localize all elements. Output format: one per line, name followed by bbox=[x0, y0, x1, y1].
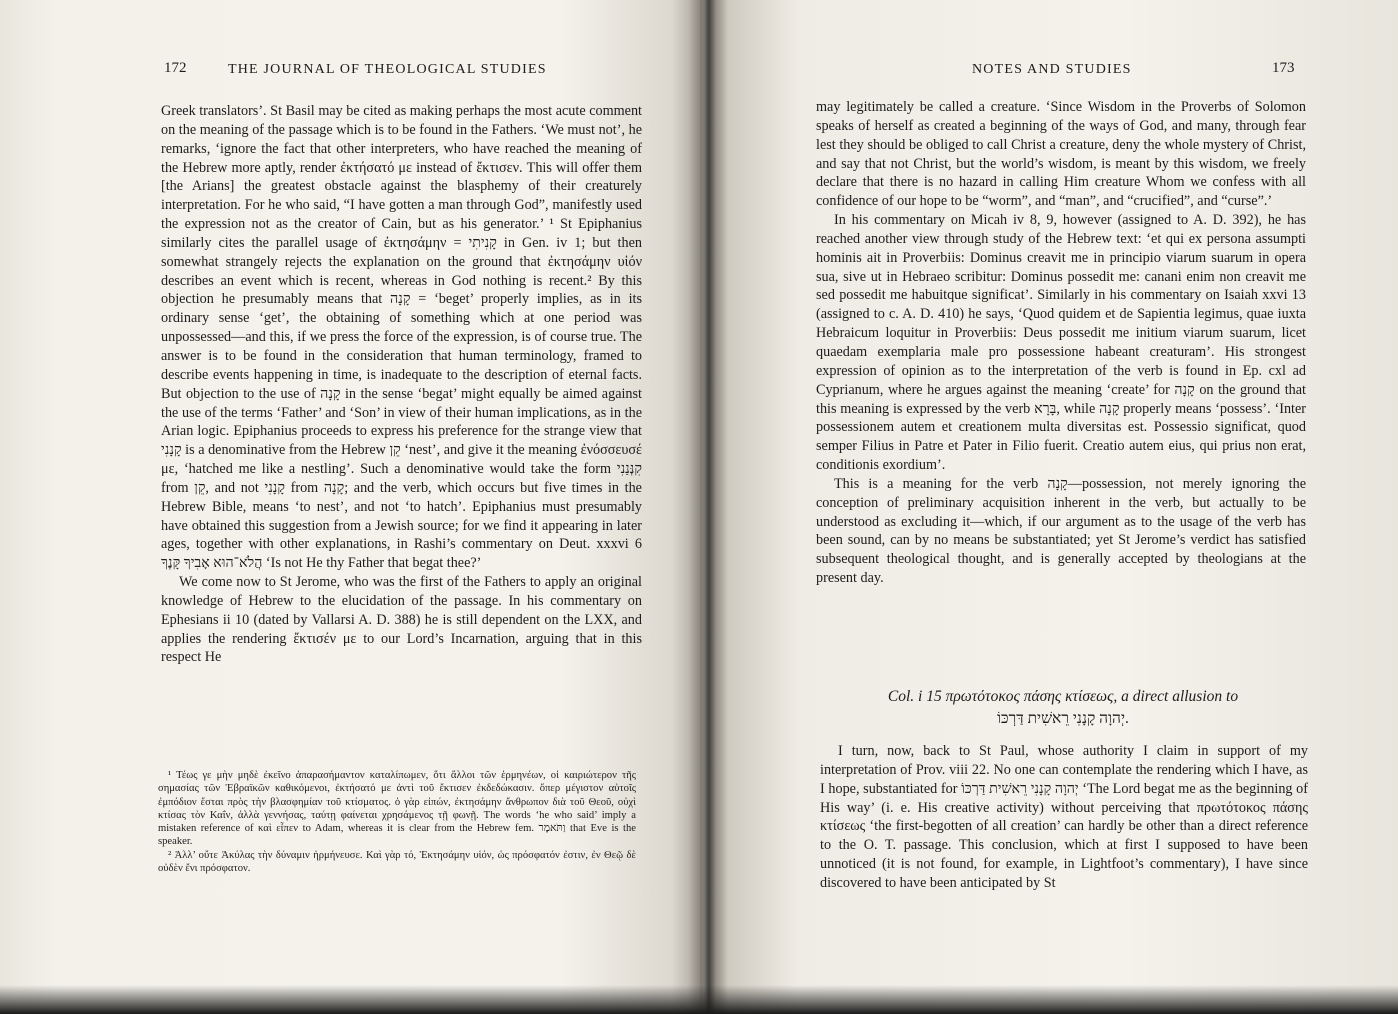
left-body bbox=[161, 102, 642, 667]
right-paragraph-4: I turn, now, back to St Paul, whose authority I claim in support of my interpretation of Prov. viii 22. No one can contemplate the rendering which I have, as I hope, substantiated for יְהוָה קָנָנִי רֵאשִׁית דַּרְכּוֹ ‘The Lord begat me as the beginning of His way’ (i. e. His creative activity) without perceiving that πρωτότοκος πάσης κτίσεως ‘the first-begotten of all creation’ can hardly be other than a direct reference to the O. T. passage. This conclusion, which at first I supposed to have been unnoticed (it is not found, for example, in Lightfoot’s commentary), I have since discovered to have been anticipated by St bbox=[820, 743, 1308, 891]
book-gutter bbox=[688, 0, 728, 1014]
page-number-left: 172 bbox=[164, 60, 187, 76]
running-head-left: THE JOURNAL OF THEOLOGICAL STUDIES bbox=[228, 62, 547, 77]
running-head-right: NOTES AND STUDIES bbox=[972, 62, 1132, 77]
right-body-bottom bbox=[820, 742, 1308, 893]
section-heading-line-2: יְהוָה קָנָנִי רֵאשִׁית דַּרְכּוֹ. bbox=[997, 710, 1129, 727]
right-paragraph-2: In his commentary on Micah iv 8, 9, however (assigned to A. D. 392), he has reached another view through study of the Hebrew text: ‘et qui ex persona assumpti hominis ait in Proverbiis: Dominus creavit me in principio viarum suarum in opera sua, sive ut in Hebraeo scribitur: Dominus possedit me: canani enim non creavit me sed possedit me habuitque significat’. Similarly in his commentary on Isaiah xxvi 13 (assigned to c. A. D. 410) he says, ‘Quod quidem et de Sapientia legimus, quae iuxta Hebraicum loquitur in Proverbiis: Deus possedit me initium viarum suarum, licet quaedam exemplaria male pro possessione habeant creaturam’. His strongest expression of opinion as to the interpretation of the verb is found in Ep. cxl ad Cyprianum, where he argues against the meaning ‘create’ for קָנָה on the ground that this meaning is expressed by the verb בָּרָא, while קָנָה properly means ‘possess’. ‘Inter possessionem autem et creationem multa diversitas est. Possessio significat, quod semper Filius in Patre et Pater in Filio fuerit. Creatio autem eius, qui prius non erat, conditionis exordium’. bbox=[816, 212, 1306, 474]
page-number-right: 173 bbox=[1272, 60, 1295, 76]
right-page bbox=[700, 0, 1398, 1014]
footnote-2: ² Ἀλλ’ οὔτε Ἀκύλας τὴν δύναμιν ἡρμήνευσε. Καὶ γὰρ τό, Ἐκτησάμην υἱόν, ὡς πρόσφατόν ἐστιν, ἐν Θεῷ δὲ οὐδὲν ἔνι πρόσφατον. bbox=[158, 849, 636, 875]
footnotes bbox=[158, 769, 636, 875]
scan-edge-shadow bbox=[0, 985, 1398, 1014]
left-paragraph-1: Greek translators’. St Basil may be cited as making perhaps the most acute comment on the meaning of the passage which is to be found in the Fathers. ‘We must not’, he remarks, ‘ignore the fact that other interpreters, who have reached the meaning of the Hebrew more aptly, render ἐκτήσατό με instead of ἔκτισεν. This will offer them [the Arians] the greatest obstacle against the blasphemy of their creaturely interpretation. For he who said, “I have gotten a man through God”, manifestly used the expression not as the creator of Cain, but as his generator.’ ¹ St Epiphanius similarly cites the parallel usage of ἐκτησάμην = קָנִיתִי in Gen. iv 1; but then somewhat strangely rejects the explanation on the ground that ἐκτησάμην υἱόν describes an event which is recent, whereas in God nothing is recent.² By this objection he presumably means that קָנָה = ‘beget’ properly implies, as in its ordinary sense ‘get’, the obtaining of something which at one period was unpossessed—and this, if we press the force of the expression, is of course true. The answer is to be found in the consideration that human terminology, framed to describe events happening in time, is inadequate to the description of eternal facts. But objection to the use of קָנָה in the sense ‘begat’ might equally be aimed against the use of the terms ‘Father’ and ‘Son’ in view of their human implications, as in the Arian logic. Epiphanius proceeds to express his preference for the strange view that קָנָנִי is a denominative from the Hebrew קֵן ‘nest’, and give it the meaning ἐνόσσευσέ με, ‘hatched me like a nestling’. Such a denominative would take the form קִנְּנַנִי from קֵן, and not קָנָנִי from קָנָה; and the verb, which occurs but five times in the Hebrew Bible, means ‘to nest’, and not ‘to hatch’. Epiphanius must presumably have obtained this suggestion from a Jewish source; for we find it appearing in later ages, together with other explanations, in Rashi’s commentary on Deut. xxxvi 6 הֲלֹא־הוּא אָבִיךָ קָּנֶךָ ‘Is not He thy Father that begat thee?’ bbox=[161, 103, 642, 572]
footnote-1: ¹ Τέως γε μὴν μηδὲ ἐκεῖνο ἀπαρασήμαντον καταλίπωμεν, ὅτι ἄλλοι τῶν ἑρμηνέων, οἱ καιριώτερον τῆς σημασίας τῶν Ἑβραϊκῶν καθικόμενοι, ἐκτήσατό με ἀντὶ τοῦ ἔκτισεν ἐκδεδώκασιν. ὅπερ μέγιστον αὐτοῖς ἐμπόδιον ἔσται πρὸς τὴν βλασφημίαν τοῦ κτίσματος. ὁ γὰρ εἰπών, ἐκτησάμην ἄνθρωπον διὰ τοῦ Θεοῦ, οὐχὶ κτίσας τὸν Καΐν, ἀλλὰ γεννήσας, ταύτῃ φαίνεται χρησάμενος τῇ φωνῇ. The words ‘he who said’ imply a mistaken reference of καὶ εἶπεν to Adam, whereas it is clear from the Hebrew fem. וַתֹּאמֶר that Eve is the speaker. bbox=[158, 770, 636, 848]
right-paragraph-1: may legitimately be called a creature. ‘Since Wisdom in the Proverbs of Solomon speaks of herself as created a beginning of the ways of God, and many, through fear lest they should be obliged to call Christ a creature, deny the whole mystery of Christ, and say that not Christ, but the world’s wisdom, is meant by this wisdom, we freely declare that there is no hazard in calling Him creature Whom we confess with all confidence of our hope to be “worm”, and “man”, and “crucified”, and “curse”.’ bbox=[816, 99, 1306, 210]
section-heading-line-1: Col. i 15 πρωτότοκος πάσης κτίσεως, a direct allusion to bbox=[887, 688, 1239, 705]
right-body-top bbox=[816, 98, 1306, 588]
left-paragraph-2: We come now to St Jerome, who was the first of the Fathers to apply an original knowledge of Hebrew to the elucidation of the passage. In his commentary on Ephesians ii 10 (dated by Vallarsi A. D. 388) he is still dependent on the LXX, and applies the rendering ἔκτισέν με to our Lord’s Incarnation, arguing that in this respect He bbox=[161, 574, 642, 666]
section-heading bbox=[820, 686, 1306, 730]
right-paragraph-3: This is a meaning for the verb קָנָה—possession, not merely ignoring the conception of preliminary acquisition inherent in the verb, but actually to be understood as excluding it—which, if our argument as to the usage of the verb has been sound, can by no means be substantiated; yet St Jerome’s verdict has satisfied subsequent theological thought, and is generally accepted by theologians at the present day. bbox=[816, 475, 1306, 587]
